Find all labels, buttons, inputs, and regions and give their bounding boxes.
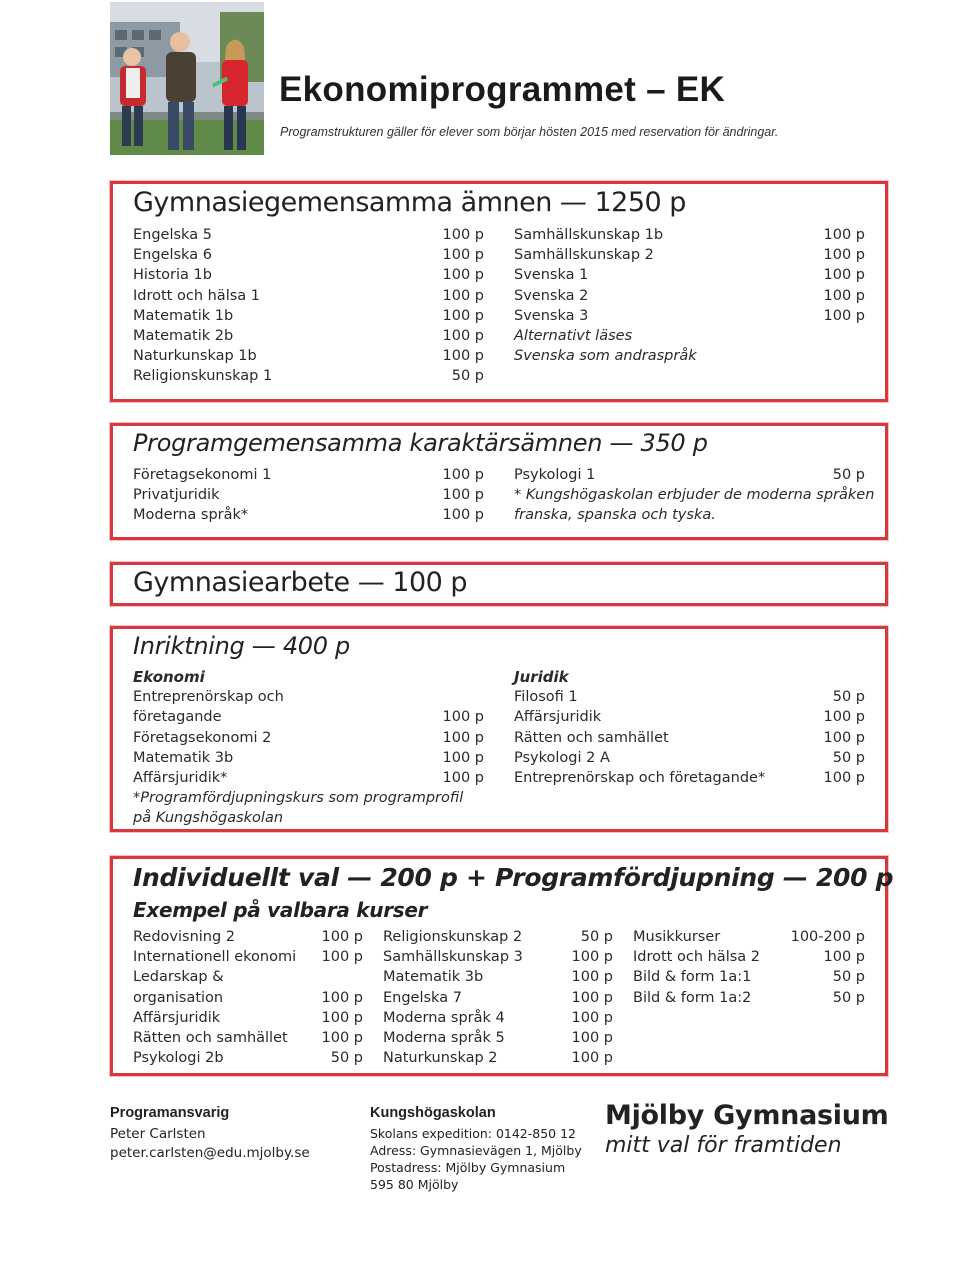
contact-name: Peter Carlsten	[110, 1126, 206, 1142]
school-phone: Skolans expedition: 0142-850 12	[370, 1126, 577, 1141]
course-row	[633, 967, 865, 987]
course-name: Psykologi 2 A	[514, 749, 610, 766]
course-name: Entreprenörskap och	[133, 689, 284, 706]
footer-contact	[110, 1105, 310, 1163]
course-row	[514, 225, 865, 245]
course-name: Matematik 1b	[133, 307, 234, 324]
course-points: 100 p	[571, 989, 613, 1006]
course-points: 100 p	[571, 969, 613, 986]
course-row	[133, 1008, 363, 1028]
course-name: företagande	[133, 709, 222, 726]
course-name: Affärsjuridik*	[133, 769, 228, 786]
school-city: 595 80 Mjölby	[370, 1177, 459, 1192]
course-points: 50 p	[451, 368, 484, 385]
course-row	[514, 286, 865, 306]
footer-school	[370, 1105, 582, 1193]
course-row	[133, 346, 484, 366]
course-name: Filosofi 1	[514, 689, 578, 706]
course-name: Idrott och hälsa 1	[133, 287, 260, 304]
course-name: Historia 1b	[133, 267, 212, 284]
course-points: 50 p	[832, 749, 865, 766]
course-row	[133, 366, 484, 386]
course-row	[133, 1048, 363, 1068]
elective-column-2	[383, 927, 613, 1068]
course-points: 100 p	[823, 267, 865, 284]
course-points: 100 p	[571, 1009, 613, 1026]
section-subtitle: Exempel på valbara kurser	[133, 898, 428, 922]
course-name: Matematik 2b	[133, 327, 234, 344]
course-row	[133, 988, 363, 1008]
course-points: 50 p	[832, 689, 865, 706]
course-name: Rätten och samhället	[133, 1029, 288, 1046]
course-points: 100 p	[321, 949, 363, 966]
course-name: Naturkunskap 2	[383, 1050, 498, 1067]
course-points: 50 p	[832, 989, 865, 1006]
school-heading: Kungshögaskolan	[370, 1105, 496, 1121]
juridik-column	[514, 667, 865, 788]
course-row	[133, 687, 484, 707]
section-title: Gymnasiearbete — 100 p	[133, 567, 468, 598]
elective-column-3	[633, 927, 865, 1008]
course-row	[133, 465, 484, 485]
course-points: 100 p	[442, 467, 484, 483]
course-points: 100 p	[321, 929, 363, 945]
contact-heading: Programansvarig	[110, 1105, 230, 1121]
course-name: Affärsjuridik	[133, 1009, 221, 1026]
course-row	[633, 988, 865, 1008]
course-row	[133, 947, 363, 967]
course-row	[133, 245, 484, 265]
course-name: Redovisning 2	[133, 929, 236, 945]
course-points: 100 p	[823, 247, 865, 264]
course-name: Ledarskap &	[133, 969, 224, 986]
course-row	[133, 265, 484, 285]
course-name: Entreprenörskap och företagande*	[514, 769, 766, 786]
course-points: 100 p	[321, 989, 363, 1006]
course-name: Svenska 2	[514, 287, 589, 304]
course-points: 50 p	[832, 969, 865, 986]
course-name: Privatjuridik	[133, 487, 220, 504]
course-name: Religionskunskap 2	[383, 929, 523, 945]
course-points: 100 p	[823, 949, 865, 966]
ekonomi-heading: Ekonomi	[133, 668, 205, 686]
course-row	[383, 988, 613, 1008]
course-name: Moderna språk 5	[383, 1029, 505, 1046]
course-points: 100 p	[442, 749, 484, 766]
course-row	[514, 465, 865, 485]
course-points: 100 p	[442, 709, 484, 726]
course-points: 100 p	[442, 348, 484, 365]
course-row	[133, 967, 363, 987]
course-row	[514, 265, 865, 285]
course-row	[633, 927, 865, 947]
course-name: Internationell ekonomi	[133, 949, 297, 966]
course-row	[383, 1048, 613, 1068]
course-row	[514, 728, 865, 748]
alternative-label	[514, 326, 865, 346]
header-photo	[110, 2, 264, 155]
course-points: 100 p	[823, 729, 865, 746]
course-points: 100 p	[321, 1029, 363, 1046]
course-row	[133, 748, 484, 768]
brand-tagline: mitt val för framtiden	[605, 1133, 842, 1158]
course-list-left	[133, 225, 484, 387]
course-points: 50 p	[330, 1050, 363, 1067]
course-points: 100-200 p	[790, 929, 865, 945]
course-points: 100 p	[823, 709, 865, 726]
alternative-course-text: Svenska som andraspråk	[514, 348, 697, 365]
brand-logo	[605, 1100, 888, 1158]
course-row	[133, 485, 484, 505]
course-name: Religionskunskap 1	[133, 368, 273, 385]
course-points: 100 p	[823, 307, 865, 324]
course-row	[133, 286, 484, 306]
course-name: Företagsekonomi 1	[133, 467, 272, 483]
course-name: Samhällskunskap 1b	[514, 227, 664, 243]
course-name: Moderna språk*	[133, 507, 249, 524]
course-name: Svenska 3	[514, 307, 589, 324]
course-points: 100 p	[442, 247, 484, 264]
course-points: 50 p	[580, 929, 613, 945]
section-title: Inriktning — 400 p	[133, 632, 350, 660]
course-name: Affärsjuridik	[514, 709, 602, 726]
course-name: Bild & form 1a:1	[633, 969, 752, 986]
course-row	[133, 505, 484, 525]
course-row	[383, 967, 613, 987]
course-points: 100 p	[823, 287, 865, 304]
course-points: 50 p	[832, 467, 865, 483]
section-title: Gymnasiegemensamma ämnen — 1250 p	[133, 187, 686, 218]
course-points: 100 p	[442, 227, 484, 243]
course-points: 100 p	[442, 287, 484, 304]
course-name: Svenska 1	[514, 267, 589, 284]
course-name: Bild & form 1a:2	[633, 989, 752, 1006]
course-name: Matematik 3b	[133, 749, 234, 766]
course-row	[383, 947, 613, 967]
profile-note-line-2: på Kungshögaskolan	[133, 810, 284, 827]
course-row	[133, 1028, 363, 1048]
section-programgemensamma	[110, 423, 888, 540]
section-title: Programgemensamma karaktärsämnen — 350 p	[133, 429, 708, 457]
course-name: Psykologi 2b	[133, 1050, 224, 1067]
course-row	[514, 245, 865, 265]
page-title: Ekonomiprogrammet – EK	[279, 70, 726, 109]
course-list-right	[514, 465, 875, 526]
course-name: Rätten och samhället	[514, 729, 669, 746]
course-row	[514, 748, 865, 768]
school-address: Adress: Gymnasievägen 1, Mjölby	[370, 1143, 582, 1158]
course-name: Psykologi 1	[514, 467, 596, 483]
alternative-course	[514, 346, 865, 366]
section-individuellt-val	[110, 856, 894, 1076]
course-name: Engelska 7	[383, 989, 462, 1006]
course-list-left	[133, 465, 484, 526]
course-row	[383, 1028, 613, 1048]
course-row	[133, 326, 484, 346]
course-name: Moderna språk 4	[383, 1009, 505, 1026]
students-illustration	[110, 2, 264, 155]
course-points: 100 p	[442, 487, 484, 504]
alternative-label-text: Alternativt läses	[514, 327, 633, 344]
course-row	[133, 728, 484, 748]
elective-column-1	[133, 927, 363, 1068]
course-name: Samhällskunskap 2	[514, 247, 654, 264]
contact-email[interactable]: peter.carlsten@edu.mjolby.se	[110, 1145, 310, 1161]
course-points: 100 p	[571, 1029, 613, 1046]
course-row	[133, 225, 484, 245]
course-row	[633, 947, 865, 967]
course-row	[133, 768, 484, 788]
course-points: 100 p	[823, 227, 865, 243]
course-points: 100 p	[442, 769, 484, 786]
section-gymnasiegemensamma	[110, 181, 888, 402]
page-subtitle: Programstrukturen gäller för elever som börjar hösten 2015 med reservation för ändringar.	[280, 125, 779, 139]
course-row	[514, 687, 865, 707]
juridik-heading: Juridik	[514, 668, 569, 686]
course-name: organisation	[133, 989, 224, 1006]
school-postal: Postadress: Mjölby Gymnasium	[370, 1160, 566, 1175]
course-points: 100 p	[571, 949, 613, 966]
course-row	[133, 306, 484, 326]
course-points: 100 p	[823, 769, 865, 786]
course-points: 100 p	[442, 507, 484, 524]
course-list-right	[514, 225, 865, 366]
course-name: Musikkurser	[633, 929, 721, 945]
course-points: 100 p	[442, 307, 484, 324]
course-row	[133, 927, 363, 947]
section-gymnasiearbete	[110, 562, 888, 606]
course-points: 100 p	[571, 1050, 613, 1067]
course-row	[133, 707, 484, 727]
course-points: 100 p	[442, 267, 484, 284]
course-row	[514, 768, 865, 788]
course-name: Naturkunskap 1b	[133, 348, 257, 365]
brand-name: Mjölby Gymnasium	[605, 1100, 889, 1131]
course-row	[383, 1008, 613, 1028]
course-name: Matematik 3b	[383, 969, 484, 986]
section-inriktning	[110, 626, 888, 832]
course-points: 100 p	[442, 729, 484, 746]
course-name: Idrott och hälsa 2	[633, 949, 760, 966]
course-points: 100 p	[321, 1009, 363, 1026]
language-note-line-1: * Kungshögaskolan erbjuder de moderna språken	[514, 487, 875, 504]
course-name: Engelska 5	[133, 227, 212, 243]
profile-note-line-1: *Programfördjupningskurs som programprofil	[133, 790, 464, 807]
course-name: Samhällskunskap 3	[383, 949, 523, 966]
section-title: Individuellt val — 200 p + Programfördjupning — 200 p	[133, 863, 894, 892]
course-row	[383, 927, 613, 947]
language-note-line-2: franska, spanska och tyska.	[514, 507, 716, 524]
course-points: 100 p	[442, 327, 484, 344]
ekonomi-column	[133, 667, 484, 829]
course-row	[514, 707, 865, 727]
course-row	[514, 306, 865, 326]
course-name: Engelska 6	[133, 247, 212, 264]
course-name: Företagsekonomi 2	[133, 729, 272, 746]
